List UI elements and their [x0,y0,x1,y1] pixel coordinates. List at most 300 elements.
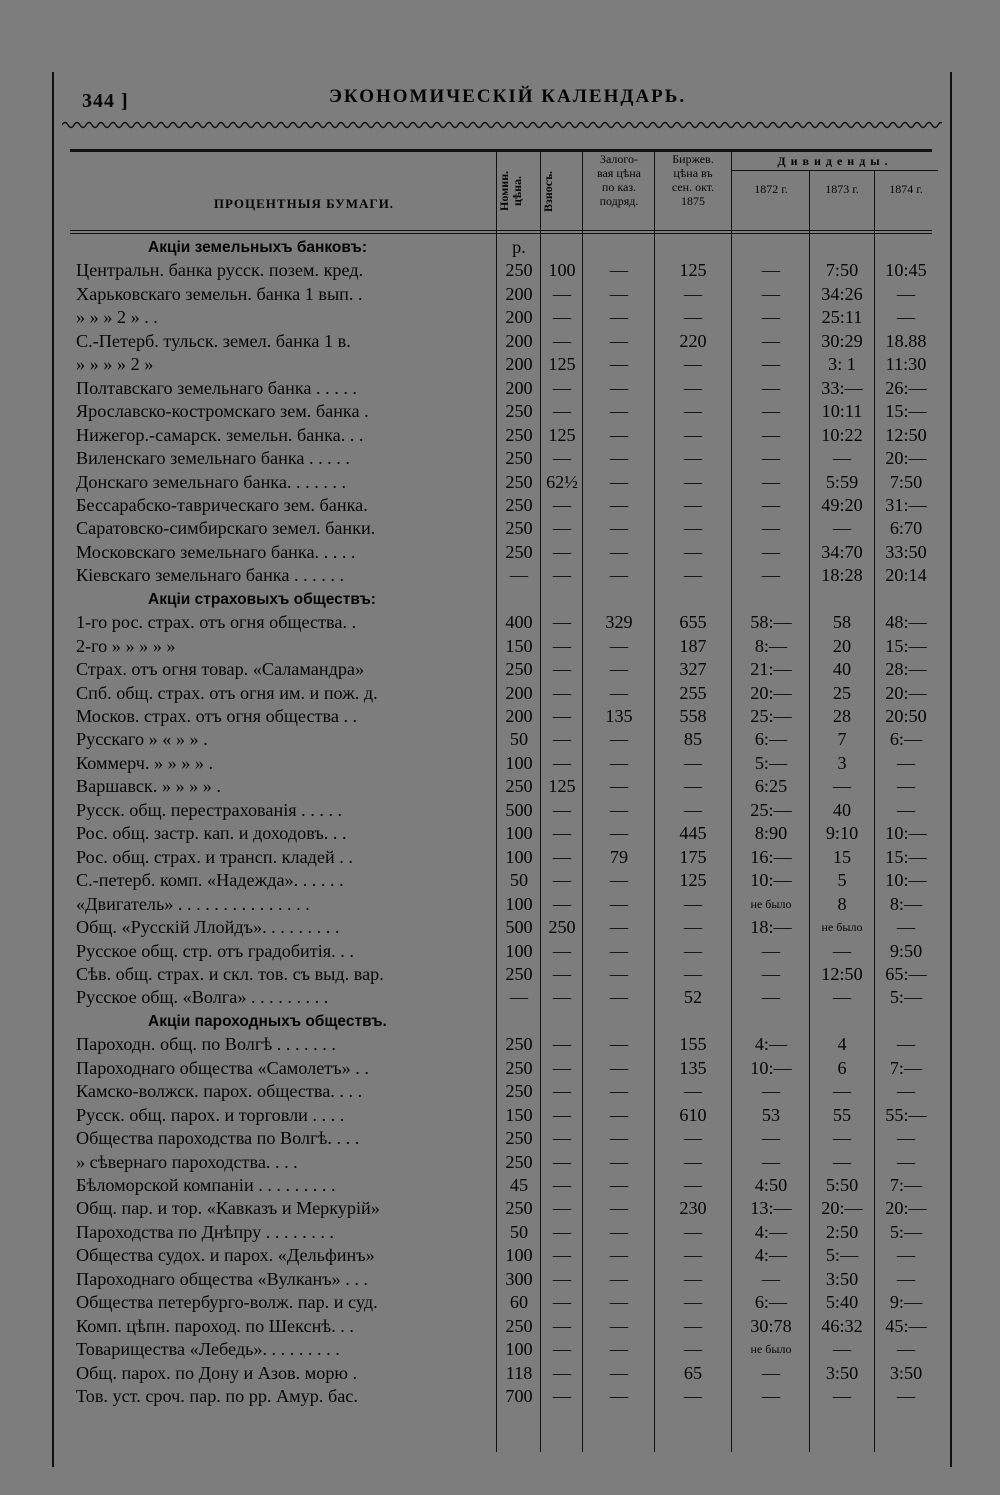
cell-birzh: — [683,799,703,820]
cell-div-1872: 6:25 [754,776,788,797]
cell-nominal: 50 [509,1221,529,1242]
cell-div-1872: — [761,471,781,492]
cell-vznos: — [552,1128,572,1149]
cell-birzh: — [683,518,703,539]
cell-zalog: — [609,1315,629,1336]
cell-div-1874: 31:— [885,494,927,515]
col-birzh [654,152,732,208]
cell-birzh: — [683,565,703,586]
cell-div-1872: 10:— [750,1057,792,1078]
cell-nominal: 250 [505,541,533,562]
row-name: Акціи земельныхъ банковъ: [148,239,368,256]
cell-div-1872: — [761,963,781,984]
cell-div-1873: — [832,518,852,539]
col-zalog-line-4: подряд. [599,194,639,208]
cell-vznos: 100 [548,260,576,281]
section-heading [54,236,950,259]
col-zalog-line-2: вая цѣна [596,166,642,180]
cell-vznos: — [552,541,572,562]
cell-div-1872: — [761,424,781,445]
cell-vznos: — [552,1104,572,1125]
cell-zalog: 329 [605,612,633,633]
col-zalog-line-1: Залого- [599,152,639,166]
cell-nominal: 400 [505,612,533,633]
cell-birzh: 255 [679,682,707,703]
table-row [54,1127,950,1150]
cell-zalog: — [609,1057,629,1078]
cell-div-1874: 5:— [889,1221,923,1242]
cell-vznos: — [552,963,572,984]
cell-vznos: — [552,1081,572,1102]
cell-zalog: — [609,1151,629,1172]
cell-nominal: 250 [505,518,533,539]
cell-zalog: — [609,940,629,961]
cell-div-1874: — [896,1245,916,1266]
cell-zalog: — [609,682,629,703]
row-name: Русск. общ. парох. и торговли . . . . [76,1104,345,1125]
cell-div-1874: — [896,1268,916,1289]
cell-div-1872: 10:— [750,870,792,891]
cell-birzh: 175 [679,846,707,867]
cell-birzh: — [683,1268,703,1289]
table-row [54,330,950,353]
col-birzh-line-2: цѣна въ [673,166,713,180]
cell-zalog: — [609,1221,629,1242]
cell-div-1874: — [896,1034,916,1055]
row-name: Москов. страх. отъ огня общества . . [76,706,358,726]
table-row [54,541,950,564]
cell-zalog: — [609,659,629,680]
cell-nominal: 100 [505,940,533,961]
cell-birzh: — [683,494,703,515]
cell-birzh: 220 [679,330,707,351]
cell-vznos: — [552,448,572,469]
cell-div-1872: 21:— [750,659,792,680]
cell-zalog: — [609,1339,629,1360]
cell-nominal: 250 [505,424,533,445]
cell-zalog: — [609,448,629,469]
row-name: Акціи пароходныхъ обществъ. [148,1012,387,1030]
cell-vznos: — [552,1175,572,1195]
col-year-1872: 1872 г. [754,182,788,196]
cell-div-1873: 6 [837,1057,847,1078]
cell-vznos: — [552,494,572,515]
cell-div-1872: 13:— [750,1198,792,1219]
cell-birzh: 187 [679,635,707,656]
cell-vznos: — [552,1151,572,1172]
cell-div-1874: 7:— [889,1057,923,1078]
row-name: Общ. «Русскій Ллойдъ». . . . . . . . . [76,917,340,938]
cell-zalog: — [609,893,629,914]
cell-div-1873: — [832,1128,852,1149]
row-name: Коммерч. » » » » . [76,752,214,773]
cell-vznos: — [552,1362,572,1383]
cell-birzh: — [683,1151,703,1172]
cell-div-1874: — [896,799,916,820]
row-name: Пароходнаго общества «Вулканъ» . . . [76,1268,368,1289]
cell-div-1873: 58 [832,612,852,633]
table-row [54,822,950,845]
table-row [54,752,950,775]
table-row [54,1268,950,1291]
cell-div-1872: — [761,377,781,398]
cell-div-1872: не было [750,896,792,911]
cell-vznos: — [552,893,572,914]
cell-nominal: 250 [505,1315,533,1336]
cell-div-1873: 55 [832,1104,852,1125]
table-row [54,306,950,329]
cell-nominal: 100 [505,823,533,844]
cell-nominal: 200 [505,283,533,304]
table-row [54,1338,950,1361]
cell-div-1873: 10:22 [821,424,863,445]
row-name: Харьковскаго земельн. банка 1 вып. . [76,283,363,304]
table-row [54,916,950,939]
cell-birzh: 135 [679,1057,707,1078]
cell-div-1873: — [832,940,852,961]
cell-div-1874: 55:— [885,1104,927,1125]
row-name: Русское общ. стр. отъ градобитія. . . [76,940,354,961]
cell-zalog: — [609,471,629,492]
cell-vznos: — [552,635,572,656]
table-row [54,447,950,470]
cell-div-1874: 26:— [885,377,927,398]
cell-nominal: 500 [505,917,533,938]
cell-vznos: — [552,1386,572,1407]
cell-div-1872: 16:— [750,846,792,867]
table-row [54,635,950,658]
cell-nominal: 100 [505,1339,533,1360]
running-title: ЭКОНОМИЧЕСКІЙ КАЛЕНДАРЬ. [329,86,687,107]
cell-div-1873: 30:29 [821,330,863,351]
cell-div-1872: — [761,330,781,351]
cell-div-1872: — [761,1151,781,1172]
row-name: Комп. цѣпн. пароход. по Шекснѣ. . . [76,1315,354,1336]
cell-vznos: — [552,823,572,844]
cell-zalog: — [609,823,629,844]
cell-vznos: — [552,401,572,422]
col-year-1873: 1873 г. [825,182,859,196]
cell-div-1872: — [761,541,781,562]
cell-div-1874: 15:— [885,846,927,867]
cell-zalog: — [609,1198,629,1219]
cell-div-1873: 33:— [821,377,863,398]
cell-birzh: 65 [683,1362,703,1383]
cell-nominal: 250 [505,963,533,984]
cell-div-1874: 20:14 [885,565,927,586]
cell-nominal: 60 [509,1292,529,1313]
table-row [54,1244,950,1267]
cell-birzh: — [683,541,703,562]
cell-div-1872: 20:— [750,682,792,703]
cell-birzh: 327 [679,659,707,680]
cell-zalog: — [609,870,629,891]
cell-vznos: — [552,565,572,586]
cell-vznos: — [552,1245,572,1266]
cell-div-1873: 10:11 [821,401,863,422]
cell-birzh: 52 [683,987,703,1008]
cell-vznos: 250 [548,917,576,938]
cell-zalog: — [609,963,629,984]
row-name: Общества пароходства по Волгѣ. . . . [76,1128,360,1149]
cell-vznos: — [552,307,572,328]
table-row [54,1291,950,1314]
cell-div-1872: не было [750,1342,792,1357]
cell-birzh: — [683,354,703,375]
row-name: Пароходнаго общества «Самолетъ» . . [76,1057,369,1078]
cell-div-1874: 9:50 [889,940,923,961]
cell-vznos: — [552,706,572,726]
cell-div-1873: 40 [832,659,852,680]
cell-nominal: 700 [505,1386,533,1407]
row-name: Спб. общ. страх. отъ огня им. и пож. д. [76,682,378,703]
col-title: ПРОЦЕНТНЫЯ БУМАГИ. [213,196,395,211]
table-row [54,353,950,376]
cell-zalog: — [609,1081,629,1102]
row-name: Виленскаго земельнаго банка . . . . . [76,448,350,469]
cell-vznos: — [552,377,572,398]
cell-div-1874: 20:50 [885,706,927,726]
table-row [54,494,950,517]
cell-div-1873: 4 [837,1034,847,1055]
cell-div-1872: — [761,260,781,281]
cell-div-1874: — [896,776,916,797]
cell-birzh: 125 [679,260,707,281]
row-name: 2-го » » » » » [76,635,176,656]
row-name: » сѣвернаго пароходства. . . . [76,1151,298,1172]
cell-nominal: 200 [505,377,533,398]
cell-vznos: 62½ [546,471,578,492]
cell-nominal: 250 [505,1128,533,1149]
cell-nominal: 250 [505,659,533,680]
cell-div-1872: — [761,987,781,1008]
cell-div-1874: — [896,1151,916,1172]
section-heading [54,1010,950,1033]
cell-div-1872: — [761,565,781,586]
cell-birzh: 85 [683,729,703,750]
cell-div-1872: 4:50 [754,1175,788,1195]
cell-div-1873: 9:10 [825,823,859,844]
col-dividends: Дивиденды. [777,154,893,168]
cell-div-1873: 8 [837,893,847,914]
cell-div-1873: 3: 1 [828,354,856,375]
cell-div-1872: 18:— [750,917,792,938]
cell-div-1873: 46:32 [821,1315,863,1336]
cell-div-1874: 5:— [889,987,923,1008]
cell-div-1874: 20:— [885,1198,927,1219]
cell-birzh: 125 [679,870,707,891]
row-name: Общ. пар. и тор. «Кавказъ и Меркурій» [76,1198,380,1219]
cell-div-1872: — [761,494,781,515]
row-name: Пароходства по Днѣпру . . . . . . . . [76,1221,334,1242]
cell-div-1873: — [832,776,852,797]
cell-nominal: 250 [505,1151,533,1172]
cell-div-1873: 28 [832,706,852,726]
cell-birzh: — [683,1081,703,1102]
cell-div-1873: 7 [837,729,847,750]
cell-nominal: 250 [505,1057,533,1078]
cell-div-1872: 8:— [754,635,788,656]
table-row [54,705,950,728]
cell-birzh: 445 [679,823,707,844]
cell-birzh: 610 [679,1104,707,1125]
cell-birzh: — [683,917,703,938]
cell-div-1873: — [832,1151,852,1172]
cell-birzh: — [683,1339,703,1360]
cell-div-1874: 9:— [889,1292,923,1313]
cell-div-1873: — [832,1081,852,1102]
cell-div-1872: — [761,1128,781,1149]
row-name: 1-го рос. страх. отъ огня общества. . [76,612,357,633]
cell-div-1873: 15 [832,846,852,867]
cell-div-1874: 20:— [885,448,927,469]
cell-birzh: — [683,1175,703,1195]
cell-zalog: — [609,1175,629,1195]
row-name: » » » » 2 » [76,354,154,375]
cell-zalog: — [609,330,629,351]
cell-vznos: — [552,518,572,539]
table-row [54,1151,950,1174]
header-bottom-rule-2 [70,233,932,234]
cell-vznos: 125 [548,354,576,375]
cell-div-1873: 18:28 [821,565,863,586]
table-row [54,1033,950,1056]
cell-div-1874: 8:— [889,893,923,914]
cell-div-1873: 49:20 [821,494,863,515]
cell-div-1872: 4:— [754,1221,788,1242]
cell-div-1873: 3:50 [825,1362,859,1383]
cell-nominal: 200 [505,330,533,351]
cell-div-1872: 4:— [754,1245,788,1266]
cell-div-1873: 7:50 [825,260,859,281]
page-sheet [52,72,952,1467]
cell-div-1872: — [761,518,781,539]
cell-nominal: 150 [505,635,533,656]
row-name: Центральн. банка русск. позем. кред. [76,260,364,281]
table-row [54,377,950,400]
cell-birzh: — [683,1292,703,1313]
cell-zalog: 135 [605,706,633,726]
cell-birzh: — [683,1221,703,1242]
cell-vznos: — [552,870,572,891]
cell-birzh: — [683,1128,703,1149]
cell-birzh: — [683,377,703,398]
cell-div-1874: — [896,283,916,304]
cell-vznos: — [552,1198,572,1219]
table-row [54,1080,950,1103]
cell-div-1873: 25 [832,682,852,703]
table-row [54,1362,950,1385]
cell-birzh: — [683,471,703,492]
cell-div-1874: 11:30 [885,354,927,375]
cell-div-1873: — [832,1339,852,1360]
cell-birzh: — [683,752,703,773]
table-row [54,1315,950,1338]
cell-div-1874: 18.88 [885,330,927,351]
cell-zalog: — [609,1245,629,1266]
table-row [54,846,950,869]
cell-zalog: — [609,541,629,562]
col-vznos: Взносъ. [541,170,555,212]
cell-div-1872: — [761,448,781,469]
row-name: Акціи страховыхъ обществъ: [148,590,376,608]
table-row [54,1221,950,1244]
col-zalog-line-3: по каз. [601,180,637,194]
cell-div-1873: — [832,448,852,469]
cell-vznos: — [552,612,572,633]
table-row [54,564,950,587]
cell-div-1874: 65:— [885,963,927,984]
cell-vznos: — [552,987,572,1008]
cell-vznos: 125 [548,424,576,445]
row-name: Русскаго » « » » . [76,729,208,750]
cell-zalog: — [609,1268,629,1289]
cell-div-1872: — [761,1268,781,1289]
cell-birzh: 558 [679,706,707,726]
row-name: Кіевскаго земельнаго банка . . . . . . [76,565,345,586]
row-name: Нижегор.-самарск. земельн. банка. . . [76,424,364,445]
table-row [54,259,950,282]
row-name: Камско-волжск. парох. общества. . . . [76,1081,363,1102]
cell-div-1874: — [896,752,916,773]
cell-zalog: — [609,987,629,1008]
cell-zalog: — [609,283,629,304]
cell-vznos: 125 [548,776,576,797]
wavy-rule [62,118,942,132]
row-name: Пароходн. общ. по Волгѣ . . . . . . . [76,1034,336,1055]
cell-div-1872: — [761,940,781,961]
row-name: Русск. общ. перестрахованія . . . . . [76,799,343,820]
cell-div-1873: 34:70 [821,541,863,562]
col-year-1874: 1874 г. [889,182,923,196]
cell-zalog: — [609,1104,629,1125]
cell-nominal: 200 [505,706,533,726]
cell-vznos: — [552,1268,572,1289]
row-name: Донскаго земельнаго банка. . . . . . . [76,471,347,492]
table-row [54,869,950,892]
cell-nominal: — [509,565,529,586]
cell-div-1873: 2:50 [825,1221,859,1242]
table-row [54,517,950,540]
cell-nominal: 100 [505,893,533,914]
row-name: Тов. уст. сроч. пар. по рр. Амур. бас. [76,1386,358,1407]
cell-nominal: 200 [505,354,533,375]
cell-vznos: — [552,729,572,750]
table-row [54,963,950,986]
cell-zalog: — [609,377,629,398]
cell-zalog: — [609,917,629,938]
table-row [54,1385,950,1408]
cell-div-1872: 58:— [750,612,792,633]
row-name: Рос. общ. страх. и трансп. кладей . . [76,846,353,867]
cell-vznos: — [552,752,572,773]
cell-div-1873: 25:11 [821,307,863,328]
cell-div-1873: 20:— [821,1198,863,1219]
cell-div-1872: 25:— [750,706,792,726]
cell-zalog: — [609,354,629,375]
cell-zalog: — [609,1292,629,1313]
table-row [54,658,950,681]
row-name: Рос. общ. застр. кап. и доходовъ. . . [76,823,347,844]
cell-vznos: — [552,1057,572,1078]
cell-div-1872: 25:— [750,799,792,820]
row-name: Русское общ. «Волга» . . . . . . . . . [76,987,329,1008]
cell-div-1874: 6:— [889,729,923,750]
cell-nominal: 250 [505,448,533,469]
col-birzh-line-1: Биржев. [672,152,714,166]
row-name: Общества судох. и парох. «Дельфинъ» [76,1245,375,1266]
cell-div-1874: 10:— [885,823,927,844]
